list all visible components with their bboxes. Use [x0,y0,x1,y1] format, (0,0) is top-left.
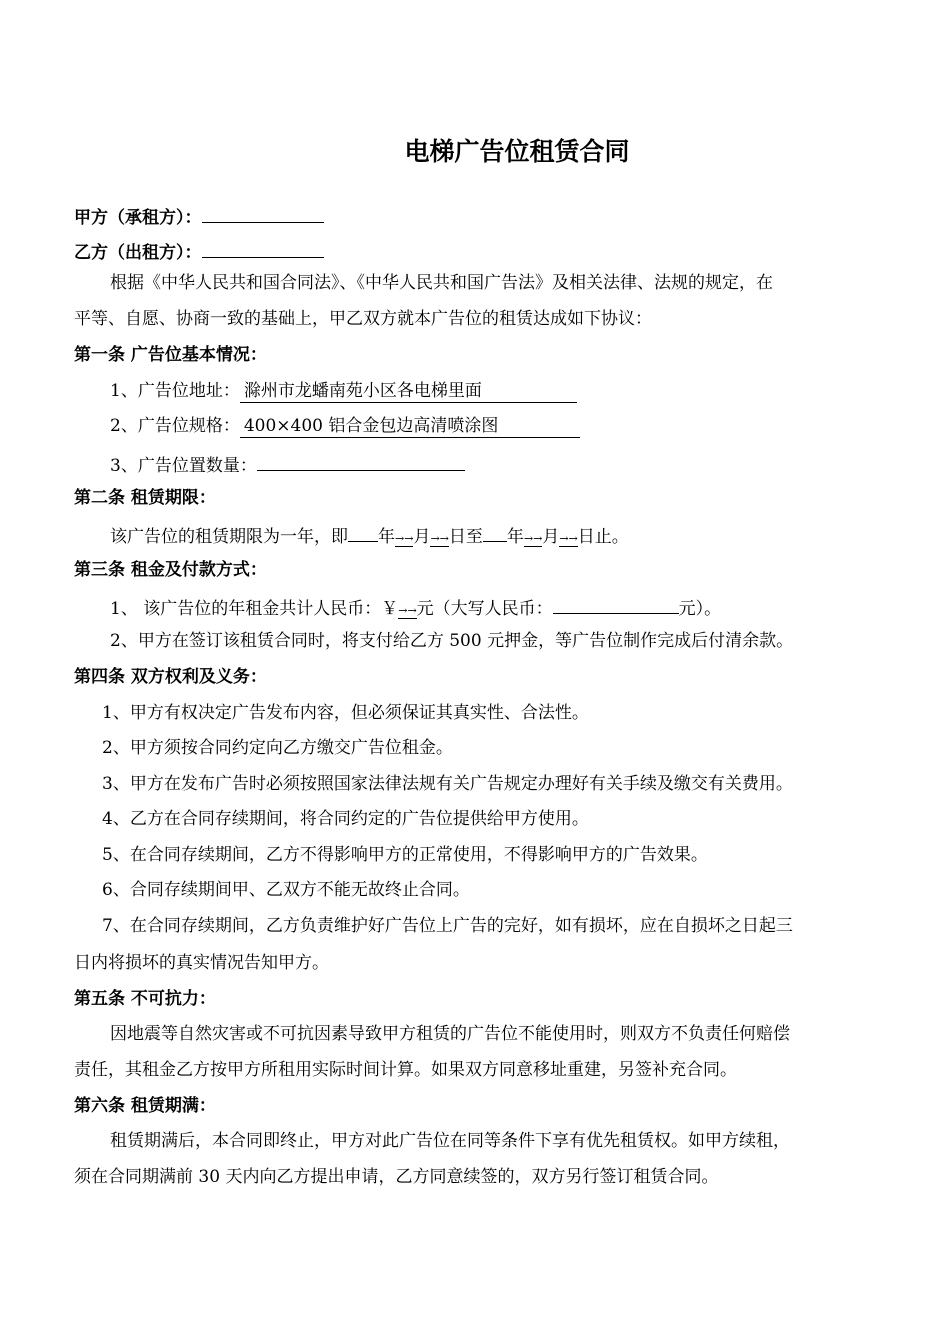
rent-uppercase-text: 元（大写人民币： [416,599,553,619]
spec-label: 2、广告位规格： [110,416,240,436]
term-text: 该广告位的租赁期限为一年，即 [110,527,348,547]
quantity-blank [257,451,465,471]
article-5-line-2: 责任，其租金乙方按甲方所租用实际时间计算。如果双方同意移址重建，另签补充合同。 [74,1060,737,1080]
address-value: 滁州市龙蟠南苑小区各电梯里面 [240,380,577,403]
article-4-item: 5、在合同存续期间，乙方不得影响甲方的正常使用，不得影响甲方的广告效果。 [102,845,708,865]
start-day-label: 日至 [448,527,483,547]
article-4-item: 2、甲方须按合同约定向乙方缴交广告位租金。 [102,738,453,758]
end-day-blank: →→ [559,532,578,545]
party-a-line [74,203,324,229]
article-5-line-1: 因地震等自然灾害或不可抗因素导致甲方租赁的广告位不能使用时，则双方不负责任何赔偿 [110,1024,790,1044]
article-3-item-1 [110,594,721,620]
rent-uppercase-blank [553,594,679,614]
article-4-item: 4、乙方在合同存续期间，将合同约定的广告位提供给甲方使用。 [102,809,589,829]
article-1-item-2 [110,415,580,438]
start-year-label: 年 [378,527,395,547]
rent-amount-blank: →→ [398,604,417,617]
party-b-line [74,238,324,264]
start-month-blank: →→ [395,532,414,545]
end-year-label: 年 [506,527,524,547]
rent-end-text: 元）。 [678,599,722,619]
quantity-label: 3、广告位置数量： [110,456,257,476]
start-day-blank: →→ [430,532,449,545]
article-1-item-3 [110,451,465,477]
article-6-line-2: 须在合同期满前 30 天内向乙方提出申请，乙方同意续签的，双方另行签订租赁合同。 [74,1167,719,1187]
article-2-term-line [110,522,629,548]
spec-value: 400×400 铝合金包边高清喷涂图 [240,415,580,438]
article-3-item-2: 2、甲方在签订该租赁合同时，将支付给乙方 500 元押金，等广告位制作完成后付清余款。 [110,631,794,651]
address-label: 1、广告位地址： [110,381,240,401]
end-day-label: 日止。 [577,527,629,547]
article-6-heading: 第六条 租赁期满： [74,1096,216,1116]
party-b-label: 乙方（出租方）： [74,243,202,263]
party-a-label: 甲方（承租方）： [74,208,202,228]
article-4-item: 6、合同存续期间甲、乙双方不能无故终止合同。 [102,880,470,900]
rent-text: 1、 该广告位的年租金共计人民币：￥ [110,599,399,619]
article-5-heading: 第五条 不可抗力： [74,989,216,1009]
article-4-heading: 第四条 双方权利及义务： [74,667,267,687]
article-1-item-1 [110,380,577,403]
end-month-blank: →→ [523,532,543,545]
article-6-line-1: 租赁期满后，本合同即终止，甲方对此广告位在同等条件下享有优先租赁权。如甲方续租， [110,1131,790,1151]
intro-line-1: 根据《中华人民共和国合同法》、《中华人民共和国广告法》及相关法律、法规的规定，在 [110,273,773,293]
article-2-heading: 第二条 租赁期限： [74,488,216,508]
article-1-heading: 第一条 广告位基本情况： [74,345,267,365]
end-year-blank [483,522,507,542]
article-4-item: 1、甲方有权决定广告发布内容，但必须保证其真实性、合法性。 [102,703,589,723]
start-year-blank [348,522,378,542]
party-a-blank [202,203,324,223]
article-4-item: 3、甲方在发布广告时必须按照国家法律法规有关广告规定办理好有关手续及缴交有关费用。 [102,774,793,794]
article-4-item-continued: 日内将损坏的真实情况告知甲方。 [74,953,329,973]
start-month-label: 月 [413,527,431,547]
intro-line-2: 平等、自愿、协商一致的基础上，甲乙双方就本广告位的租赁达成如下协议： [74,309,652,329]
page-title: 电梯广告位租赁合同 [404,137,630,166]
article-3-heading: 第三条 租金及付款方式： [74,560,267,580]
party-b-blank [202,238,324,258]
article-4-item: 7、在合同存续期间，乙方负责维护好广告位上广告的完好，如有损坏，应在自损坏之日起三 [102,916,793,936]
end-month-label: 月 [542,527,560,547]
